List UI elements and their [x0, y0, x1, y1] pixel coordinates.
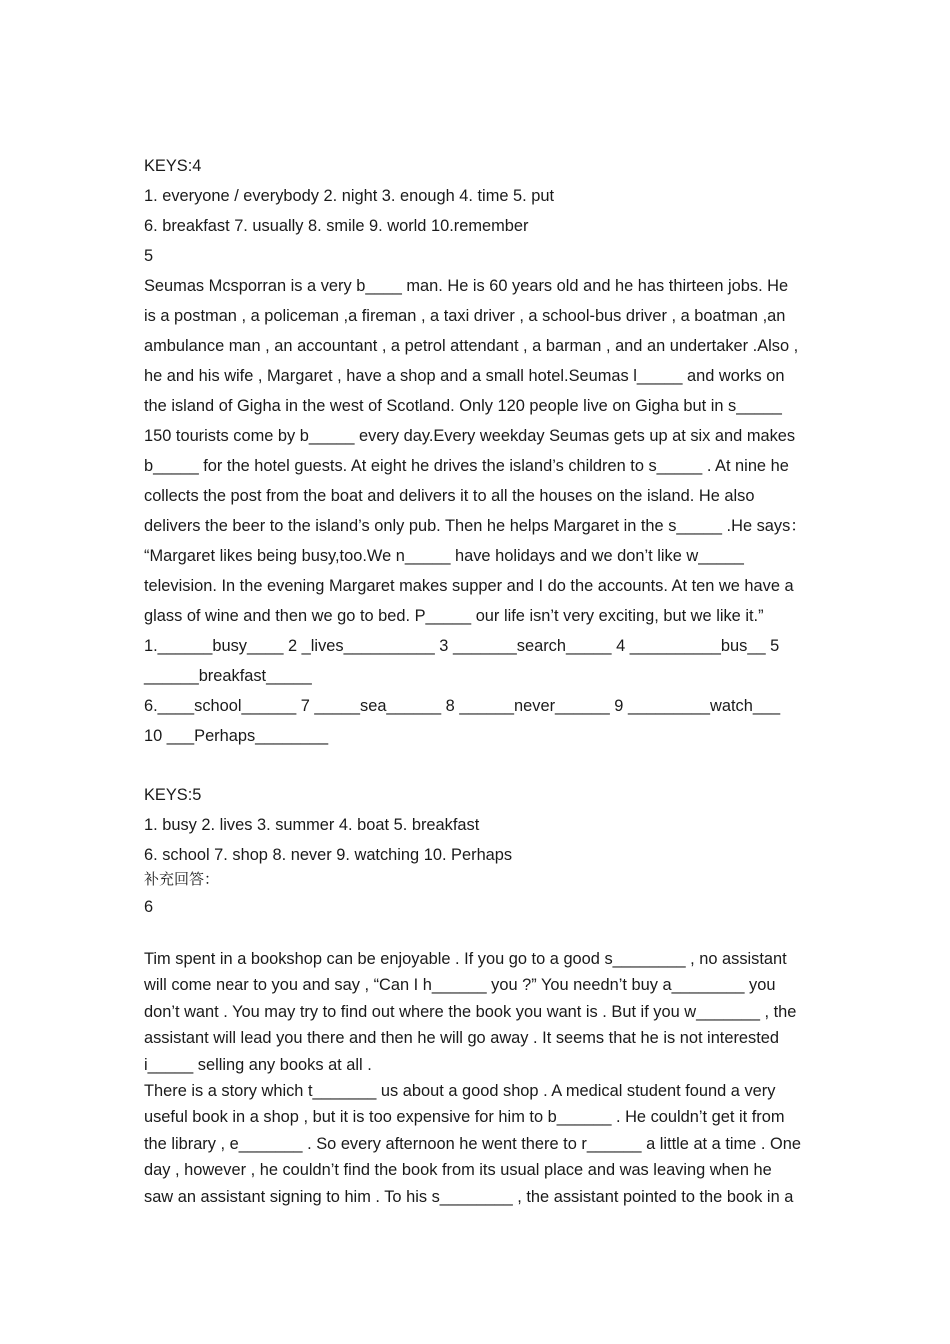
passage-line: the library , e_______ . So every afternoon he went there to r______ a little at a time . One	[144, 1134, 801, 1153]
passage-line: i_____ selling any books at all .	[144, 1055, 372, 1074]
passage-line: Seumas Mcsporran is a very b____ man. He is 60 years old and he has thirteen jobs. He	[144, 277, 789, 295]
keys-4-heading: KEYS:4	[144, 157, 202, 175]
keys-5-line-1: 1. busy 2. lives 3. summer 4. boat 5. breakfast	[144, 816, 480, 834]
keys-5-heading: KEYS:5	[144, 786, 202, 804]
passage-line: he and his wife , Margaret , have a shop and a small hotel.Seumas l_____ and works on	[144, 367, 785, 385]
answer-line: 1.______busy____ 2 _lives__________ 3 _______search_____ 4 __________bus__ 5	[144, 637, 780, 655]
passage-line: the island of Gigha in the west of Scotland. Only 120 people live on Gigha but in s_____	[144, 397, 782, 415]
keys-4-line-2: 6. breakfast 7. usually 8. smile 9. world 10.remember	[144, 217, 529, 235]
passage-line: There is a story which t_______ us about a good shop . A medical student found a very	[144, 1082, 776, 1101]
passage-line: “Margaret likes being busy,too.We n_____ have holidays and we don’t like w_____	[144, 547, 744, 565]
keys-4-line-1: 1. everyone / everybody 2. night 3. enough 4. time 5. put	[144, 187, 555, 205]
exercise-6-passage	[144, 946, 816, 1210]
answer-line: 10 ___Perhaps________	[144, 727, 329, 745]
passage-line: glass of wine and then we go to bed. P_____ our life isn’t very exciting, but we like it.”	[144, 607, 764, 625]
passage-line: useful book in a shop , but it is too expensive for him to b______ . He couldn’t get it from	[144, 1108, 785, 1127]
passage-line: is a postman , a policeman ,a fireman , a taxi driver , a school-bus driver , a boatman ,an	[144, 307, 786, 325]
passage-line: delivers the beer to the island’s only pub. Then he helps Margaret in the s_____ .He says：	[144, 517, 807, 535]
exercise-5-number: 5	[144, 247, 154, 265]
passage-line: saw an assistant signing to him . To his s________ , the assistant pointed to the book in a	[144, 1187, 794, 1206]
keys-4-section	[144, 151, 816, 241]
passage-line: day , however , he couldn’t find the book from its usual place and was leaving when he	[144, 1161, 772, 1180]
supplement-label: 补充回答：	[144, 870, 220, 888]
exercise-6-number: 6	[144, 898, 154, 916]
passage-line: will come near to you and say , “Can I h______ you ?” You needn’t buy a________ you	[144, 976, 776, 995]
exercise-5-passage	[144, 271, 816, 631]
passage-line: 150 tourists come by b_____ every day.Every weekday Seumas gets up at six and makes	[144, 427, 796, 445]
passage-line: ambulance man , an accountant , a petrol attendant , a barman , and an undertaker .Also ,	[144, 337, 799, 355]
passage-line: collects the post from the boat and delivers it to all the houses on the island. He also	[144, 487, 755, 505]
keys-5-line-2: 6. school 7. shop 8. never 9. watching 10. Perhaps	[144, 846, 513, 864]
passage-line: don’t want . You may try to find out where the book you want is . But if you w_______ , the	[144, 1002, 797, 1021]
passage-line: television. In the evening Margaret makes supper and I do the accounts. At ten we have a	[144, 577, 794, 595]
exercise-5-section	[144, 241, 816, 751]
passage-line: assistant will lead you there and then he will go away . It seems that he is not interested	[144, 1029, 780, 1048]
exercise-5-answers	[144, 631, 816, 751]
passage-line: b_____ for the hotel guests. At eight he drives the island’s children to s_____ . At nine he	[144, 457, 789, 475]
answer-line: ______breakfast_____	[144, 667, 312, 685]
keys-5-section	[144, 780, 816, 870]
passage-line: Tim spent in a bookshop can be enjoyable . If you go to a good s________ , no assistant	[144, 950, 787, 968]
answer-line: 6.____school______ 7 _____sea______ 8 ______never______ 9 _________watch___	[144, 697, 781, 715]
